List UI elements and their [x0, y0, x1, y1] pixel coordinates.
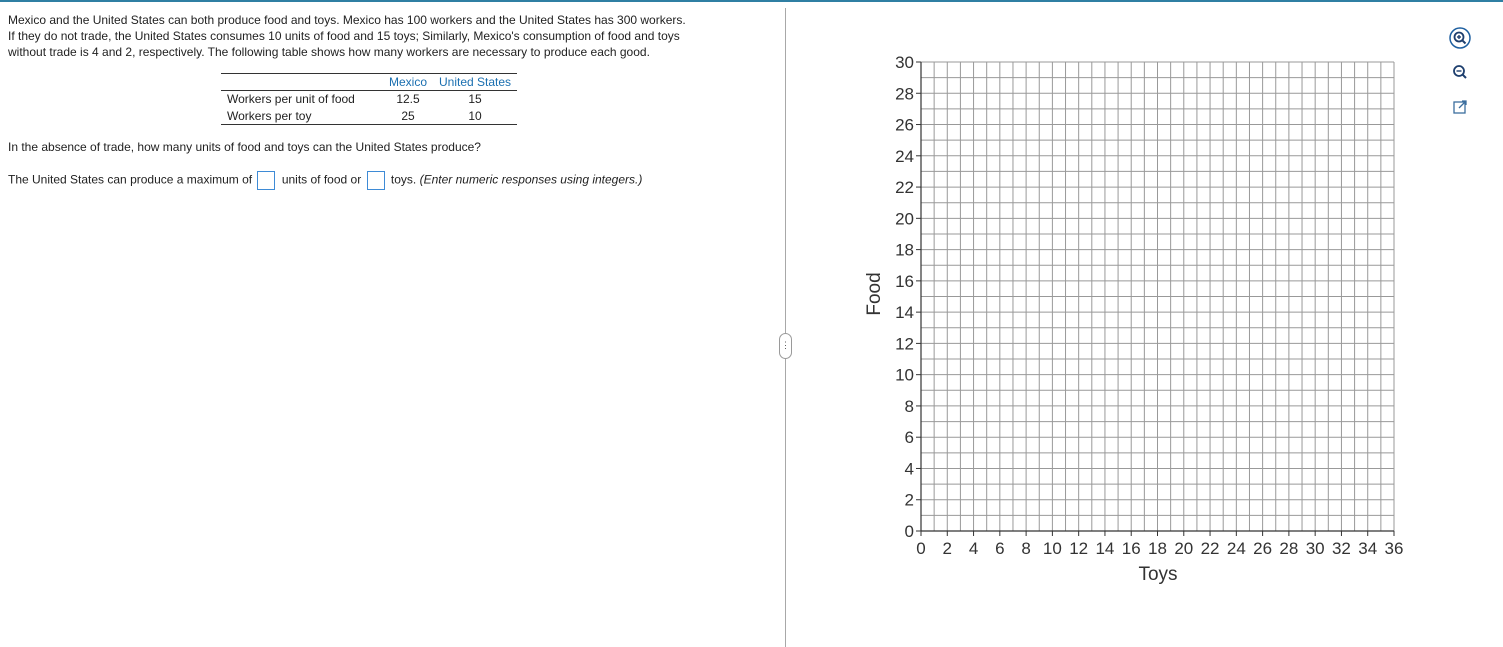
table-row	[221, 91, 517, 108]
row-label: Workers per unit of food	[227, 92, 355, 107]
graph-grid	[921, 62, 1394, 531]
x-tick-label: 30	[1305, 539, 1325, 558]
zoom-out-icon	[1449, 61, 1471, 83]
y-tick-label: 30	[895, 53, 914, 72]
y-axis-label: Food	[864, 272, 885, 316]
x-tick-label: 28	[1279, 539, 1299, 558]
x-tick-label: 2	[942, 539, 953, 558]
answer-prefix: The United States can produce a maximum of	[8, 172, 253, 187]
zoom-in-icon	[1449, 27, 1471, 49]
x-tick-label: 18	[1148, 539, 1167, 558]
y-tick-label: 18	[895, 240, 914, 260]
table-header-row	[221, 74, 517, 91]
y-tick-labels	[895, 53, 921, 541]
y-tick-label: 22	[895, 178, 914, 198]
problem-statement	[8, 12, 768, 60]
answer-middle: units of food or	[281, 172, 362, 187]
x-tick-label: 14	[1095, 539, 1115, 558]
x-tick-label: 34	[1358, 539, 1378, 558]
y-tick-label: 10	[895, 365, 914, 385]
x-tick-label: 16	[1121, 539, 1141, 558]
y-tick-label: 8	[904, 396, 914, 416]
answer-suffix: toys.	[390, 172, 417, 187]
x-tick-label: 24	[1226, 539, 1246, 558]
problem-line-3: without trade is 4 and 2, respectively. The following table shows how many workers are necessary to produce each good.	[8, 45, 650, 59]
problem-line-2: If they do not trade, the United States consumes 10 units of food and 15 toys; Similarly, Mexico's consumption of food and toys	[8, 29, 680, 43]
y-tick-label: 4	[904, 459, 914, 479]
popout-icon	[1449, 96, 1471, 118]
zoom-in-button[interactable]	[1449, 27, 1471, 49]
y-tick-label: 26	[895, 115, 914, 135]
y-tick-label: 0	[904, 522, 914, 541]
cell-mexico: 25	[383, 108, 433, 125]
y-tick-label: 20	[895, 209, 914, 229]
x-tick-label: 36	[1384, 539, 1404, 558]
table-header-us: United States	[433, 74, 517, 91]
question-panel	[8, 12, 768, 187]
problem-line-1: Mexico and the United States can both produce food and toys. Mexico has 100 workers and the United States has 300 workers.	[8, 13, 686, 27]
cell-mexico: 12.5	[396, 92, 420, 107]
y-tick-label: 14	[895, 303, 914, 323]
y-tick-label: 12	[895, 334, 914, 354]
y-tick-label: 24	[895, 146, 914, 166]
x-axis-label: Toys	[1138, 564, 1178, 585]
answer-sentence	[8, 171, 642, 190]
answer-hint: (Enter numeric responses using integers.)	[419, 172, 643, 187]
popout-button[interactable]	[1449, 96, 1471, 118]
x-tick-label: 8	[1021, 539, 1031, 558]
food-answer-input[interactable]	[257, 171, 275, 190]
x-tick-label: 12	[1069, 539, 1089, 558]
workers-table	[221, 73, 517, 125]
top-accent-line	[0, 0, 1503, 2]
x-tick-label: 10	[1042, 539, 1062, 558]
row-label: Workers per toy	[221, 108, 383, 125]
x-tick-labels	[916, 531, 1403, 558]
y-tick-label: 28	[895, 84, 914, 104]
zoom-out-button[interactable]	[1449, 61, 1471, 83]
x-tick-label: 20	[1174, 539, 1194, 558]
x-tick-label: 4	[968, 539, 979, 558]
table-header-mexico: Mexico	[383, 74, 433, 91]
panel-resize-handle[interactable]: ⋮	[779, 333, 792, 359]
question-text: In the absence of trade, how many units of food and toys can the United States produce?	[8, 140, 481, 154]
production-graph[interactable]	[850, 40, 1410, 595]
x-tick-label: 26	[1253, 539, 1273, 558]
x-tick-label: 6	[995, 539, 1005, 558]
table-header-blank	[221, 74, 383, 91]
cell-us: 10	[433, 108, 517, 125]
cell-us: 15	[468, 92, 482, 107]
x-tick-label: 0	[916, 539, 926, 558]
y-tick-label: 6	[904, 428, 914, 448]
y-tick-label: 2	[904, 490, 914, 510]
y-tick-label: 16	[895, 271, 914, 291]
panel-divider	[785, 8, 786, 647]
toys-answer-input[interactable]	[367, 171, 385, 190]
x-tick-label: 22	[1200, 539, 1220, 558]
table-row	[221, 108, 517, 125]
x-tick-label: 32	[1331, 539, 1351, 558]
